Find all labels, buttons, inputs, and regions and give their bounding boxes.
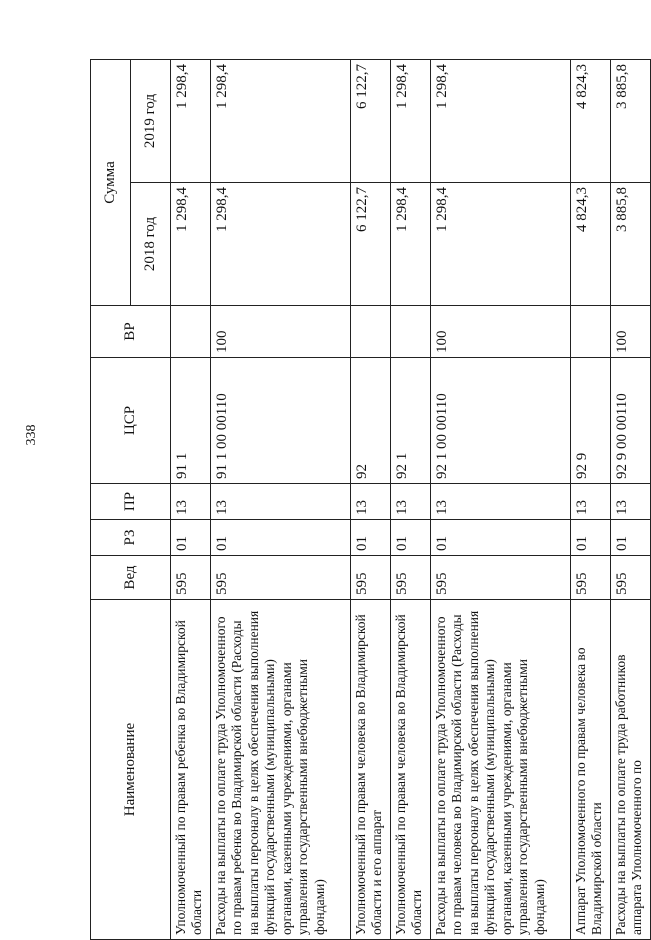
row-2019: 1 298,4 <box>211 59 351 182</box>
row-csr: 91 1 <box>171 358 211 484</box>
row-csr: 92 <box>351 358 391 484</box>
row-csr: 92 1 <box>391 358 431 484</box>
row-2019: 1 298,4 <box>431 59 571 182</box>
header-rz: РЗ <box>91 520 171 556</box>
row-2019: 1 298,4 <box>171 59 211 182</box>
row-rz: 01 <box>171 520 211 556</box>
row-name: Уполномоченный по правам человека во Владимирской области и его аппарат <box>351 600 391 940</box>
row-pr: 13 <box>171 484 211 520</box>
header-ved: Вед <box>91 556 171 600</box>
header-sum: Сумма <box>91 59 131 305</box>
row-vr <box>351 306 391 358</box>
row-vr <box>391 306 431 358</box>
row-ved: 595 <box>611 556 651 600</box>
table-row <box>611 59 651 939</box>
row-name: Аппарат Уполномоченного по правам человека во Владимирской области <box>571 600 611 940</box>
table-row <box>391 59 431 939</box>
table-row <box>171 59 211 939</box>
row-ved: 595 <box>171 556 211 600</box>
row-vr: 100 <box>211 306 351 358</box>
page-number: 338 <box>24 424 39 446</box>
row-csr: 92 1 00 00110 <box>431 358 571 484</box>
row-ved: 595 <box>571 556 611 600</box>
table-row <box>211 59 351 939</box>
header-name: Наименование <box>91 600 171 940</box>
row-pr: 13 <box>391 484 431 520</box>
row-csr: 91 1 00 00110 <box>211 358 351 484</box>
table-row <box>571 59 611 939</box>
row-csr: 92 9 <box>571 358 611 484</box>
row-2018: 1 298,4 <box>211 183 351 306</box>
row-ved: 595 <box>351 556 391 600</box>
row-rz: 01 <box>431 520 571 556</box>
budget-table-block <box>90 40 645 940</box>
table-row <box>351 59 391 939</box>
row-2019: 3 885,8 <box>611 59 651 182</box>
row-2018: 1 298,4 <box>391 183 431 306</box>
row-rz: 01 <box>351 520 391 556</box>
row-ved: 595 <box>391 556 431 600</box>
row-pr: 13 <box>351 484 391 520</box>
row-vr: 100 <box>431 306 571 358</box>
row-2019: 1 298,4 <box>391 59 431 182</box>
row-2018: 1 298,4 <box>171 183 211 306</box>
row-pr: 13 <box>211 484 351 520</box>
row-2018: 4 824,3 <box>571 183 611 306</box>
header-pr: ПР <box>91 484 171 520</box>
row-pr: 13 <box>611 484 651 520</box>
row-2019: 6 122,7 <box>351 59 391 182</box>
row-2018: 1 298,4 <box>431 183 571 306</box>
row-2018: 6 122,7 <box>351 183 391 306</box>
budget-table <box>90 59 651 940</box>
row-2019: 4 824,3 <box>571 59 611 182</box>
header-csr: ЦСР <box>91 358 171 484</box>
header-2018: 2018 год <box>131 183 171 306</box>
row-ved: 595 <box>211 556 351 600</box>
row-name: Расходы на выплаты по оплате труда работников аппарата Уполномоченного по <box>611 600 651 940</box>
header-2019: 2019 год <box>131 59 171 182</box>
row-vr <box>571 306 611 358</box>
row-name: Уполномоченный по правам человека во Владимирской области <box>391 600 431 940</box>
row-rz: 01 <box>571 520 611 556</box>
row-rz: 01 <box>391 520 431 556</box>
row-pr: 13 <box>431 484 571 520</box>
row-rz: 01 <box>211 520 351 556</box>
header-vr: ВР <box>91 306 171 358</box>
row-csr: 92 9 00 00110 <box>611 358 651 484</box>
row-rz: 01 <box>611 520 651 556</box>
table-row <box>431 59 571 939</box>
row-name: Уполномоченный по правам ребенка во Владимирской области <box>171 600 211 940</box>
row-vr: 100 <box>611 306 651 358</box>
row-2018: 3 885,8 <box>611 183 651 306</box>
row-pr: 13 <box>571 484 611 520</box>
row-vr <box>171 306 211 358</box>
row-ved: 595 <box>431 556 571 600</box>
row-name: Расходы на выплаты по оплате труда Уполномоченного по правам ребенка во Владимирской области (Расходы на выплаты персоналу в целях обеспечения выполнения функций государственными (муниципальными) органами, казенными учреждениями, органами управления государственными внебюджетными фондами) <box>211 600 351 940</box>
row-name: Расходы на выплаты по оплате труда Уполномоченного по правам человека во Владимирской области (Расходы на выплаты персоналу в целях обеспечения выполнения функций государственными (муниципальными) органами, казенными учреждениями, органами управления государственными внебюджетными фондами) <box>431 600 571 940</box>
